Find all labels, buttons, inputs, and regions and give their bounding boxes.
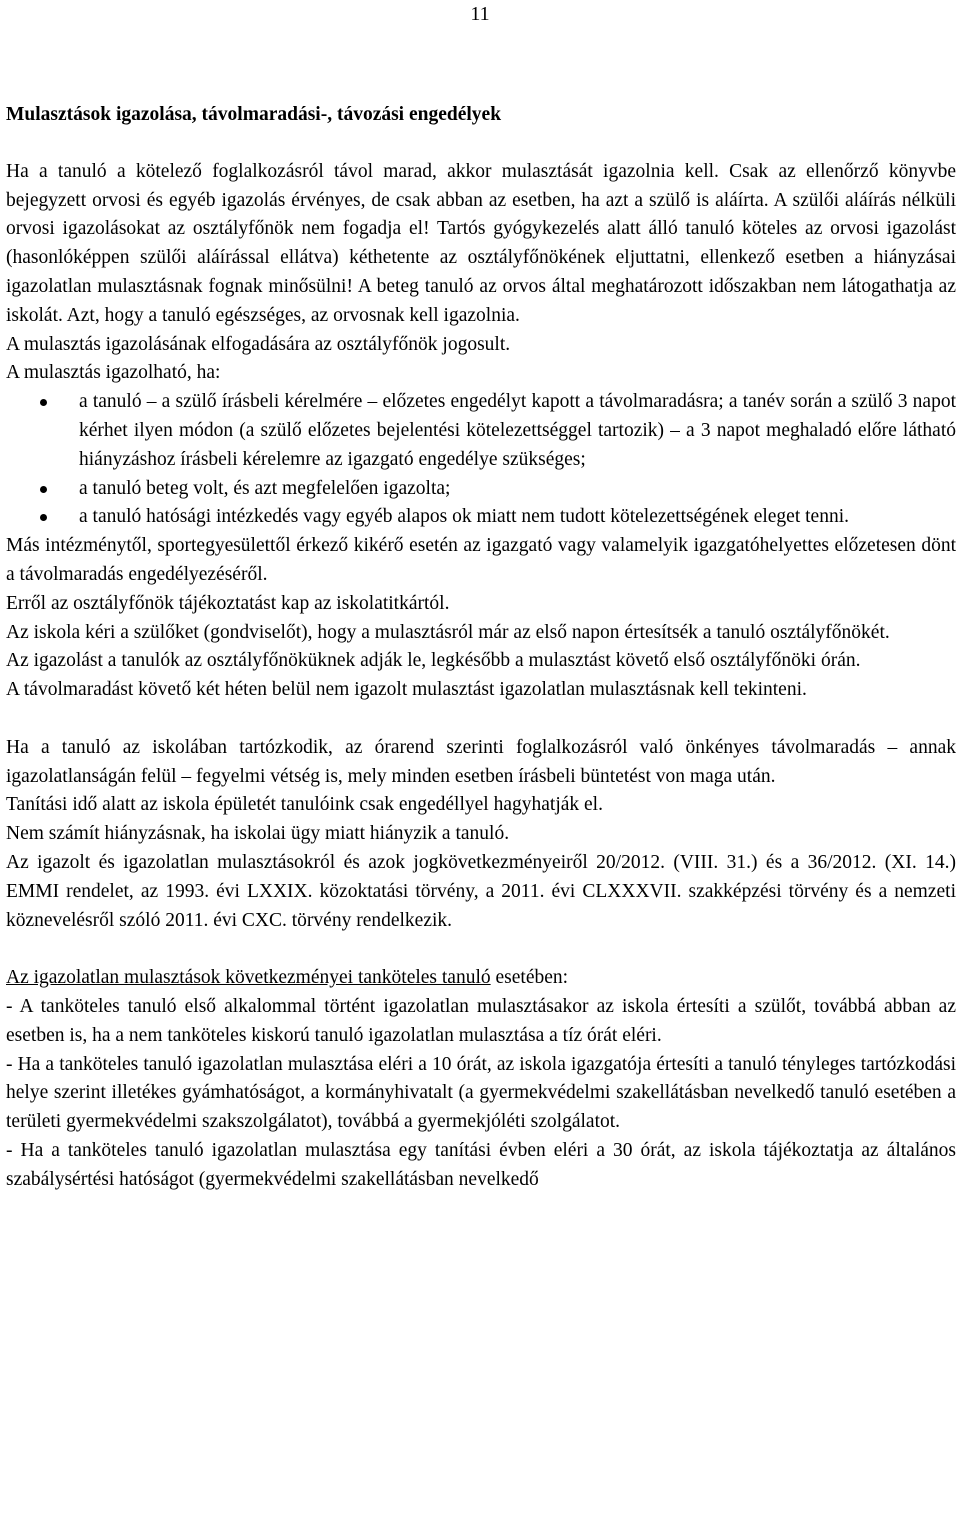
spacer <box>6 935 956 964</box>
consequences-heading-underlined: Az igazolatlan mulasztások következményei tanköteles tanuló <box>6 967 491 989</box>
consequence-item: - Ha a tanköteles tanuló igazolatlan mulasztása eléri a 10 órát, az iskola igazgatója értesíti a tanuló tényleges tartózkodási helye szerint illetékes gyámhatóságot, a kormányhivatalt (a gyermekvédelmi szakellátásban nevelkedő tanuló esetében a területi gyermekvédelmi szakszolgálatot), továbbá a gyermekjóléti szolgálatot. <box>6 1053 956 1133</box>
list-item <box>6 503 956 532</box>
justifiable-intro: A mulasztás igazolható, ha: <box>6 362 221 384</box>
bullet-icon <box>40 486 47 493</box>
paragraph: Erről az osztályfőnök tájékoztatást kap az iskolatitkártól. <box>6 592 450 614</box>
legal-reference-paragraph: Az igazolt és igazolatlan mulasztásokról és azok jogkövetkezményeiről 20/2012. (VIII. 31.) és a 36/2012. (XI. 14.) EMMI rendelet, az 1993. évi LXXIX. közoktatási törvény, a 2011. évi CLXXXVII. szakképzési törvény és a nemzeti köznevelésről szóló 2011. évi CXC. törvény rendelkezik. <box>6 851 956 931</box>
consequences-heading <box>6 964 956 993</box>
acceptance-paragraph: A mulasztás igazolásának elfogadására az osztályfőnök jogosult. <box>6 333 511 355</box>
paragraph: A távolmaradást követő két héten belül nem igazolt mulasztást igazolatlan mulasztásnak kell tekinteni. <box>6 679 807 701</box>
paragraph: Tanítási idő alatt az iskola épületét tanulóink csak engedéllyel hagyhatják el. <box>6 794 603 816</box>
section-heading: Mulasztások igazolása, távolmaradási-, távozási engedélyek <box>6 104 502 125</box>
page-number: 11 <box>470 3 490 25</box>
bullet-icon <box>40 399 47 406</box>
consequences-heading-rest: esetében: <box>490 967 569 989</box>
list-item-text: a tanuló – a szülő írásbeli kérelmére – előzetes engedélyt kapott a távolmaradásra; a tanév során a szülő 3 napot kérhet ilyen módon (a szülő előzetes bejelentési kötelezettséggel tartozik) – a 3 napot meghaladó előre látható hiányzáshoz írásbeli kérelemre az igazgató engedélye szükséges; <box>79 391 956 470</box>
list-item-text: a tanuló beteg volt, és azt megfelelően igazolta; <box>79 477 451 499</box>
intro-paragraph: Ha a tanuló a kötelező foglalkozásról távol marad, akkor mulasztását igazolnia kell. Csak az ellenőrző könyvbe bejegyzett orvosi és egyéb igazolás érvényes, de csak abban az esetben, ha azt a szülő is aláírta. A szülői aláírás nélküli orvosi igazolásokat az osztályfőnök nem fogadja el! Tartós gyógykezelés alatt álló tanuló köteles az orvosi igazolást (hasonlóképpen szülői aláírással ellátva) kéthetente az osztályfőnökének eljuttatni, ellenkező esetben a hiányzásai igazolatlan mulasztásnak fognak minősülni! A beteg tanuló az orvos által meghatározott időszakban nem látogathatja az iskolát. Azt, hogy a tanuló egészséges, az orvosnak kell igazolnia. <box>6 160 956 326</box>
list-item-text: a tanuló hatósági intézkedés vagy egyéb alapos ok miatt nem tudott kötelezettségének eleget tenni. <box>79 506 849 528</box>
bullet-icon <box>40 514 47 521</box>
list-item <box>6 475 956 504</box>
justification-list <box>6 388 956 532</box>
consequence-item: - Ha a tanköteles tanuló igazolatlan mulasztása egy tanítási évben eléri a 30 órát, az iskola tájékoztatja az általános szabálysértési hatóságot (gyermekvédelmi szakellátásban nevelkedő <box>6 1139 956 1190</box>
paragraph: Nem számít hiányzásnak, ha iskolai ügy miatt hiányzik a tanuló. <box>6 823 510 845</box>
paragraph: Az igazolást a tanulók az osztályfőnöküknek adják le, legkésőbb a mulasztást követő első osztályfőnöki órán. <box>6 650 861 672</box>
spacer <box>6 705 956 734</box>
document-body <box>6 101 956 1194</box>
consequence-item: - A tanköteles tanuló első alkalommal történt igazolatlan mulasztásakor az iskola értesíti a szülőt, továbbá abban az esetben is, ha a nem tanköteles kiskorú tanuló igazolatlan mulasztása a tíz órát eléri. <box>6 995 956 1046</box>
paragraph: Ha a tanuló az iskolában tartózkodik, az órarend szerinti foglalkozásról való önkényes távolmaradás – annak igazolatlanságán felül – fegyelmi vétség is, mely minden esetben írásbeli büntetést von maga után. <box>6 736 956 787</box>
paragraph: Az iskola kéri a szülőket (gondviselőt), hogy a mulasztásról már az első napon értesítsék a tanuló osztályfőnökét. <box>6 621 890 643</box>
paragraph: Más intézménytől, sportegyesülettől érkező kikérő esetén az igazgató vagy valamelyik igazgatóhelyettes előzetesen dönt a távolmaradás engedélyezéséről. <box>6 535 956 585</box>
list-item <box>6 388 956 474</box>
